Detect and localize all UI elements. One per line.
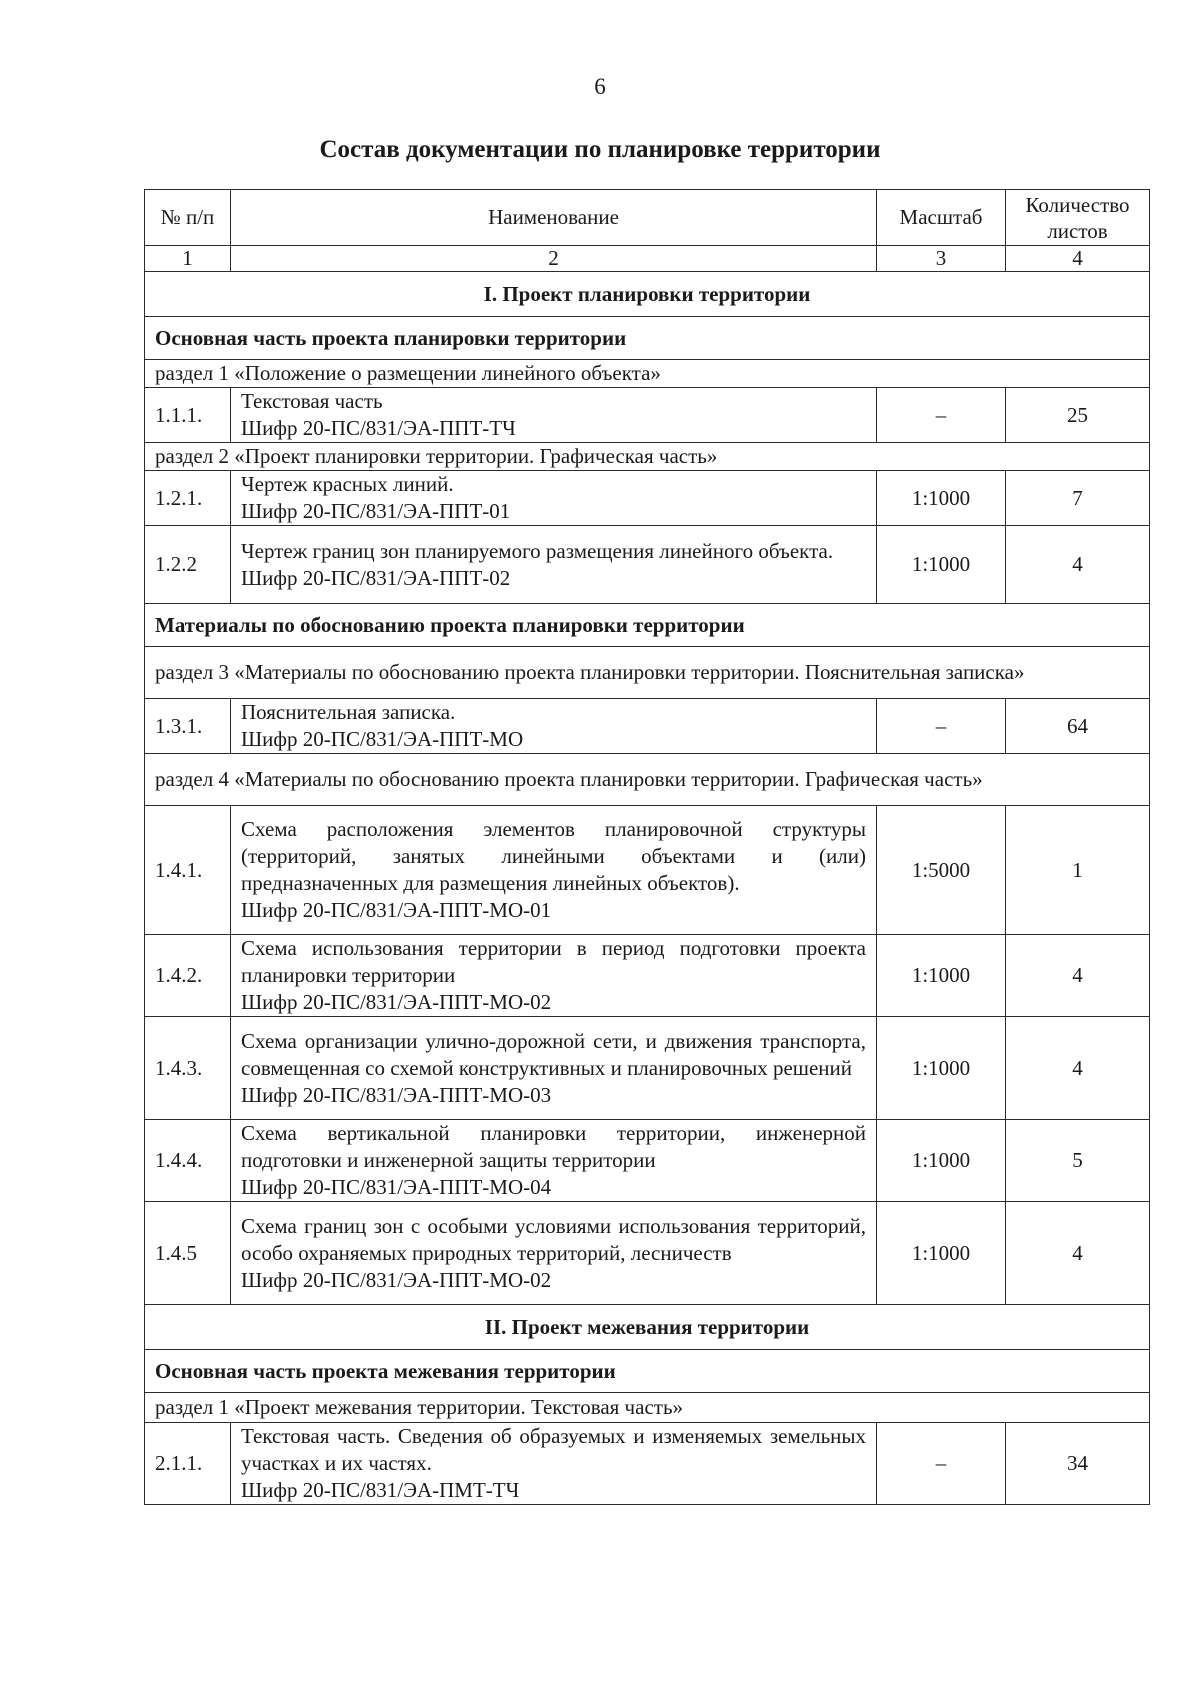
item-name — [231, 806, 877, 935]
item-name-line: Шифр 20-ПС/831/ЭА-ППТ-МО-03 — [241, 1082, 552, 1107]
item-name — [231, 1120, 877, 1202]
item-name-line: Пояснительная записка. — [241, 700, 456, 724]
item-name-line: Текстовая часть — [241, 389, 383, 413]
document-title: Состав документации по планировке территории — [319, 136, 881, 163]
table-row — [145, 1120, 1150, 1202]
item-sheet-count: 4 — [1006, 935, 1150, 1017]
column-number: 3 — [877, 246, 1006, 272]
item-scale: 1:5000 — [877, 806, 1006, 935]
part-heading-row — [145, 360, 1150, 388]
subsection-heading: Материалы по обоснованию проекта планировки территории — [145, 604, 1150, 647]
header-row — [145, 190, 1150, 246]
item-name — [231, 388, 877, 443]
item-sheet-count: 64 — [1006, 699, 1150, 754]
item-name-line: Шифр 20-ПС/831/ЭА-ППТ-МО-01 — [241, 898, 552, 922]
table-row — [145, 935, 1150, 1017]
section-heading-row — [145, 1305, 1150, 1350]
item-name-line: Шифр 20-ПС/831/ЭА-ППТ-МО — [241, 727, 524, 751]
item-name — [231, 471, 877, 526]
item-sheet-count: 7 — [1006, 471, 1150, 526]
documentation-table — [144, 189, 1150, 1505]
table-row — [145, 699, 1150, 754]
subsection-heading: Основная часть проекта планировки территории — [145, 317, 1150, 360]
item-number: 1.2.2 — [145, 526, 231, 604]
item-scale: 1:1000 — [877, 471, 1006, 526]
item-number: 1.4.1. — [145, 806, 231, 935]
part-heading: раздел 2 «Проект планировки территории. Графическая часть» — [145, 443, 1150, 471]
section-heading: II. Проект межевания территории — [145, 1305, 1150, 1350]
subsection-heading: Основная часть проекта межевания территории — [145, 1350, 1150, 1393]
item-name-line: Шифр 20-ПС/831/ЭА-ППТ-02 — [241, 565, 511, 590]
item-sheet-count: 1 — [1006, 806, 1150, 935]
page-number: 6 — [594, 74, 606, 99]
item-name-line: Чертеж красных линий. — [241, 472, 454, 496]
item-name — [231, 935, 877, 1017]
item-number: 1.4.5 — [145, 1202, 231, 1305]
table-row — [145, 1202, 1150, 1305]
item-name-line: Схема использования территории в период подготовки проекта планировки территории — [241, 936, 866, 987]
item-name-line: Шифр 20-ПС/831/ЭА-ППТ-МО-02 — [241, 1267, 552, 1292]
item-name — [231, 699, 877, 754]
item-scale: 1:1000 — [877, 1202, 1006, 1305]
subsection-heading-row — [145, 604, 1150, 647]
item-name-line: Схема расположения элементов планировочной структуры (территорий, занятых линейными объектами и (или) предназначенных для размещения линейных объектов). — [241, 817, 866, 895]
item-number: 1.4.3. — [145, 1017, 231, 1120]
item-scale: 1:1000 — [877, 1017, 1006, 1120]
table-row — [145, 1423, 1150, 1505]
item-number: 1.1.1. — [145, 388, 231, 443]
part-heading-row — [145, 754, 1150, 806]
item-name — [231, 1423, 877, 1505]
part-heading-row — [145, 647, 1150, 699]
item-number: 1.4.2. — [145, 935, 231, 1017]
item-name-line: Шифр 20-ПС/831/ЭА-ППТ-МО-04 — [241, 1175, 552, 1199]
part-heading: раздел 1 «Положение о размещении линейного объекта» — [145, 360, 1150, 388]
item-sheet-count: 34 — [1006, 1423, 1150, 1505]
subsection-heading-row — [145, 317, 1150, 360]
item-sheet-count: 4 — [1006, 526, 1150, 604]
table-row — [145, 806, 1150, 935]
item-scale: 1:1000 — [877, 526, 1006, 604]
item-sheet-count: 5 — [1006, 1120, 1150, 1202]
item-name-line: Текстовая часть. Сведения об образуемых и изменяемых земельных участках и их частях. — [241, 1424, 866, 1475]
part-heading: раздел 3 «Материалы по обоснованию проекта планировки территории. Пояснительная записка» — [145, 647, 1150, 699]
item-name-line: Шифр 20-ПС/831/ЭА-ППТ-ТЧ — [241, 416, 516, 440]
table-row — [145, 388, 1150, 443]
item-number: 1.4.4. — [145, 1120, 231, 1202]
table-body — [145, 190, 1150, 1505]
item-scale: 1:1000 — [877, 935, 1006, 1017]
column-number: 2 — [231, 246, 877, 272]
table-row — [145, 1017, 1150, 1120]
item-scale: – — [877, 1423, 1006, 1505]
item-scale: – — [877, 388, 1006, 443]
section-heading-row — [145, 272, 1150, 317]
table-row — [145, 471, 1150, 526]
item-scale: 1:1000 — [877, 1120, 1006, 1202]
part-heading-row — [145, 1393, 1150, 1423]
item-sheet-count: 4 — [1006, 1017, 1150, 1120]
subsection-heading-row — [145, 1350, 1150, 1393]
table-row — [145, 526, 1150, 604]
part-heading-row — [145, 443, 1150, 471]
column-number: 1 — [145, 246, 231, 272]
part-heading: раздел 1 «Проект межевания территории. Текстовая часть» — [145, 1393, 1150, 1423]
item-name-line: Шифр 20-ПС/831/ЭА-ППТ-МО-02 — [241, 990, 552, 1014]
column-number-row — [145, 246, 1150, 272]
part-heading: раздел 4 «Материалы по обоснованию проекта планировки территории. Графическая часть» — [145, 754, 1150, 806]
item-name-line: Схема организации улично-дорожной сети, и движения транспорта, совмещенная со схемой конструктивных и планировочных решений — [241, 1028, 866, 1080]
item-name-line: Шифр 20-ПС/831/ЭА-ПМТ-ТЧ — [241, 1478, 520, 1502]
item-sheet-count: 4 — [1006, 1202, 1150, 1305]
item-name — [231, 526, 877, 604]
item-name — [231, 1017, 877, 1120]
column-number: 4 — [1006, 246, 1150, 272]
item-name-line: Шифр 20-ПС/831/ЭА-ППТ-01 — [241, 499, 511, 523]
item-number: 1.2.1. — [145, 471, 231, 526]
header-count: Количество листов — [1006, 190, 1150, 246]
item-name-line: Чертеж границ зон планируемого размещения линейного объекта. — [241, 538, 834, 563]
header-name: Наименование — [231, 190, 877, 246]
section-heading: I. Проект планировки территории — [145, 272, 1150, 317]
header-num: № п/п — [145, 190, 231, 246]
item-number: 1.3.1. — [145, 699, 231, 754]
item-name-line: Схема границ зон с особыми условиями использования территорий, особо охраняемых природных территорий, лесничеств — [241, 1213, 866, 1265]
item-number: 2.1.1. — [145, 1423, 231, 1505]
header-scale: Масштаб — [877, 190, 1006, 246]
item-sheet-count: 25 — [1006, 388, 1150, 443]
item-name — [231, 1202, 877, 1305]
item-scale: – — [877, 699, 1006, 754]
item-name-line: Схема вертикальной планировки территории, инженерной подготовки и инженерной защиты территории — [241, 1121, 866, 1172]
